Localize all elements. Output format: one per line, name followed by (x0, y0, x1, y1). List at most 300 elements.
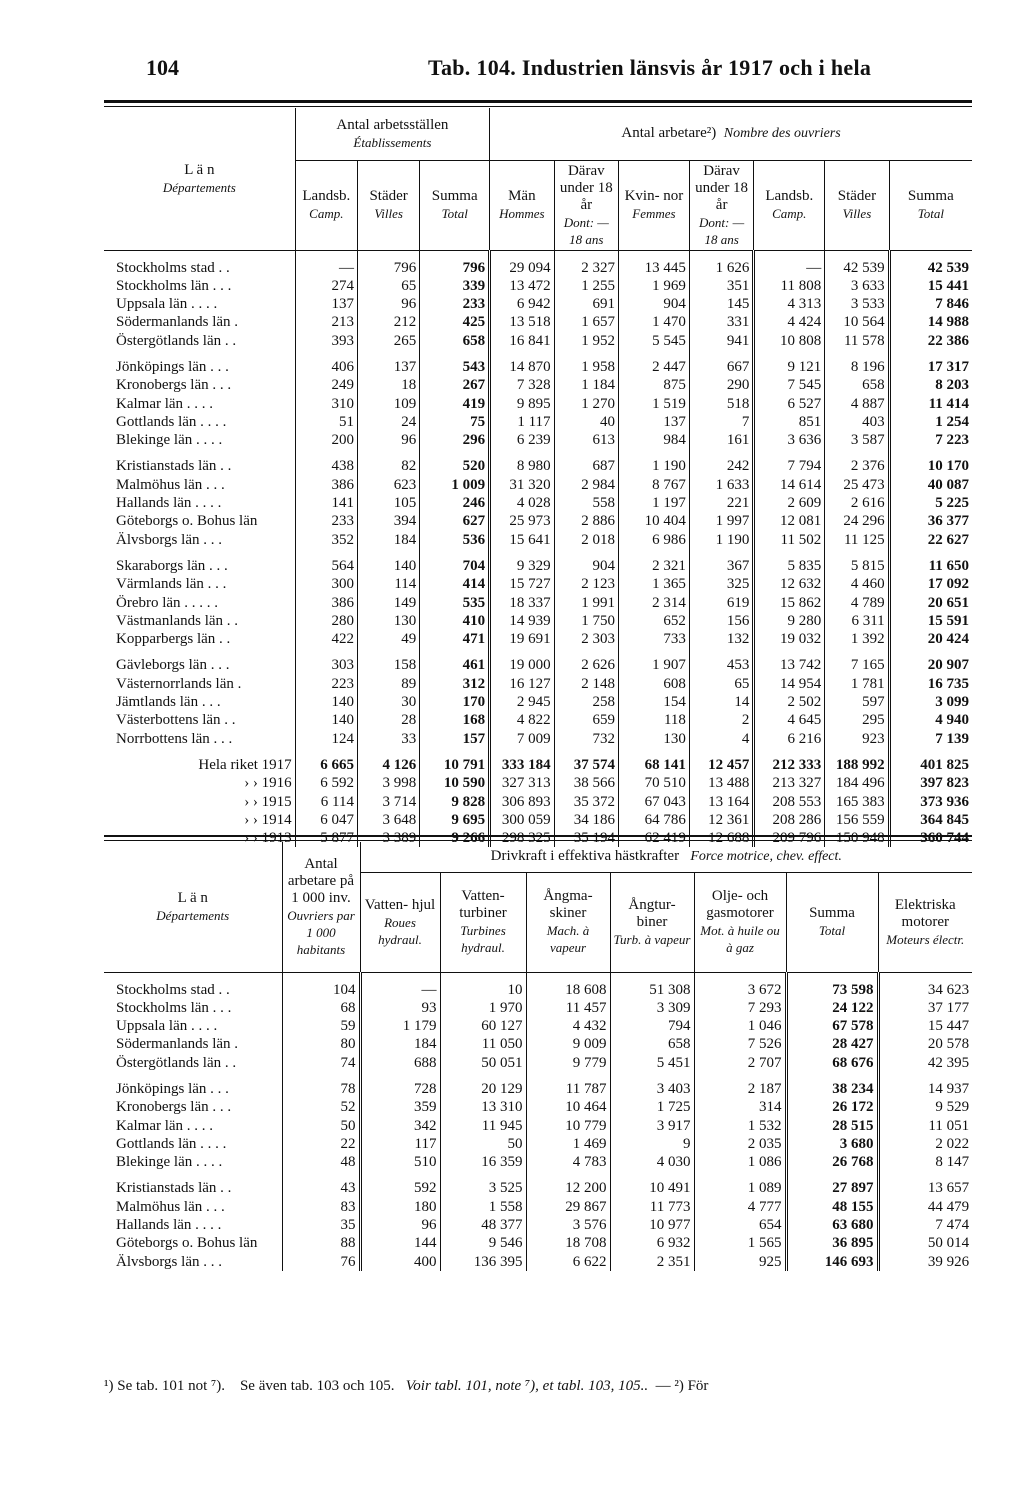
table-cell: 109 (357, 395, 419, 413)
row-label: Gottlands län . . . . (116, 413, 227, 430)
table-cell: 364 845 (889, 811, 972, 829)
table-cell: 22 386 (889, 332, 972, 350)
table-row (104, 981, 972, 999)
table-cell: 11 125 (825, 531, 889, 549)
footnote-voir: Voir tabl. 101, note ⁷), et tabl. 103, 105.. (405, 1378, 649, 1394)
table-cell: 438 (295, 457, 357, 475)
table-cell: 105 (357, 494, 419, 512)
table-cell: 3 389 (357, 829, 419, 847)
table-cell: 401 825 (889, 756, 972, 774)
table-cell: 11 787 (526, 1080, 610, 1098)
table-row (104, 774, 972, 792)
col-summa-hk: Summa Total (786, 872, 878, 972)
table-cell: 312 (420, 675, 490, 693)
row-spacer (104, 449, 972, 457)
table-cell: 1 519 (619, 395, 690, 413)
table-cell: 149 (357, 594, 419, 612)
table-row (104, 277, 972, 295)
table-row (104, 693, 972, 711)
table-cell: 2 626 (554, 656, 618, 674)
row-label: Kristianstads län . . (116, 1180, 232, 1197)
table-cell: 3 714 (357, 793, 419, 811)
table-cell: 14 954 (754, 675, 825, 693)
table-row (104, 1179, 972, 1197)
table-row (104, 730, 972, 748)
table-cell: 394 (357, 512, 419, 530)
row-label: Kronobergs län . . . (116, 377, 232, 394)
table-cell: 658 (610, 1035, 694, 1053)
table-cell: 558 (554, 494, 618, 512)
table-cell: 18 608 (526, 981, 610, 999)
table-cell: 4 789 (825, 594, 889, 612)
table-cell: 453 (689, 656, 753, 674)
table-cell: 3 636 (754, 431, 825, 449)
table-cell: 156 (689, 612, 753, 630)
table-cell: 150 948 (825, 829, 889, 847)
table-cell: 360 744 (889, 829, 972, 847)
table-cell: 9 828 (420, 793, 490, 811)
table-cell: 12 688 (689, 829, 753, 847)
table-cell: 36 377 (889, 512, 972, 530)
table-cell: 3 917 (610, 1117, 694, 1135)
table-row (104, 1135, 972, 1153)
table-cell: 314 (694, 1098, 786, 1116)
col-arbetsstallen-header: Antal arbetsställen Établissements (295, 108, 489, 160)
table-cell: 4 822 (490, 711, 554, 729)
table-cell: 265 (357, 332, 419, 350)
row-label: Östergötlands län . . (116, 332, 237, 349)
table-cell: 44 479 (878, 1198, 972, 1216)
table-cell: 82 (357, 457, 419, 475)
table-workers (104, 108, 972, 847)
table-cell: 49 (357, 630, 419, 648)
table-row (104, 1117, 972, 1135)
table-cell: 11 578 (825, 332, 889, 350)
table-cell: 34 186 (554, 811, 618, 829)
table-cell: 15 727 (490, 575, 554, 593)
row-label: Kalmar län . . . . (116, 1117, 214, 1134)
table-cell: 1 190 (619, 457, 690, 475)
table-cell: 209 796 (754, 829, 825, 847)
table-cell: 14 (689, 693, 753, 711)
table-cell: 165 383 (825, 793, 889, 811)
table-cell: 12 081 (754, 512, 825, 530)
table-cell: 80 (282, 1035, 360, 1053)
table-cell: 212 333 (754, 756, 825, 774)
table-cell: 249 (295, 376, 357, 394)
table-cell: 258 (554, 693, 618, 711)
table-cell: 7 009 (490, 730, 554, 748)
table-cell: 1 781 (825, 675, 889, 693)
table-row (104, 675, 972, 693)
table-cell: 1 657 (554, 313, 618, 331)
table-cell: 154 (619, 693, 690, 711)
col-darav-kvinnor: Därav under 18 år Dont: —18 ans (689, 160, 753, 250)
table-cell: 7 (689, 413, 753, 431)
table-cell: 75 (420, 413, 490, 431)
table-cell: 13 164 (689, 793, 753, 811)
table-cell: 10 808 (754, 332, 825, 350)
table-cell: 1 190 (689, 531, 753, 549)
table-cell: 13 472 (490, 277, 554, 295)
table-cell: 4 887 (825, 395, 889, 413)
table-cell: 20 424 (889, 630, 972, 648)
table-cell: 50 051 (440, 1054, 526, 1072)
table-cell: 535 (420, 594, 490, 612)
table-cell: 7 794 (754, 457, 825, 475)
row-label: Östergötlands län . . (116, 1054, 237, 1071)
table-cell: 339 (420, 277, 490, 295)
table-cell: 6 942 (490, 295, 554, 313)
table-cell: 9 266 (420, 829, 490, 847)
table-cell: 13 518 (490, 313, 554, 331)
table-cell: 325 (689, 575, 753, 593)
table-cell: 4 940 (889, 711, 972, 729)
table-cell: 619 (689, 594, 753, 612)
table-cell: 2 351 (610, 1253, 694, 1271)
table-cell: 1 558 (440, 1198, 526, 1216)
table-cell: 1 958 (554, 358, 618, 376)
table-cell: 4 777 (694, 1198, 786, 1216)
table-cell: 184 496 (825, 774, 889, 792)
table-cell: 2 616 (825, 494, 889, 512)
table-cell: 11 457 (526, 999, 610, 1017)
table-cell: 30 (357, 693, 419, 711)
table-cell: 1 184 (554, 376, 618, 394)
table-cell: 2 886 (554, 512, 618, 530)
table-cell: 2 035 (694, 1135, 786, 1153)
table-cell: 1 197 (619, 494, 690, 512)
table-cell: 67 578 (786, 1017, 878, 1035)
table-cell: 37 574 (554, 756, 618, 774)
table-cell: 246 (420, 494, 490, 512)
table-cell: 18 337 (490, 594, 554, 612)
table-cell: 12 200 (526, 1179, 610, 1197)
table-cell: 3 680 (786, 1135, 878, 1153)
table-cell: 188 992 (825, 756, 889, 774)
table-cell: 62 419 (619, 829, 690, 847)
table-cell: 29 094 (490, 259, 554, 277)
table-cell: 274 (295, 277, 357, 295)
row-label: Stockholms län . . . (116, 277, 232, 294)
table-cell: 28 515 (786, 1117, 878, 1135)
table-cell: 564 (295, 557, 357, 575)
row-label: Kronobergs län . . . (116, 1099, 232, 1116)
row-label: Jämtlands län . . . (116, 694, 221, 711)
row-spacer (104, 350, 972, 358)
table-cell: 137 (357, 358, 419, 376)
table-cell: 12 632 (754, 575, 825, 593)
table-cell: 3 533 (825, 295, 889, 313)
table-cell: 48 155 (786, 1198, 878, 1216)
table-cell: 68 (282, 999, 360, 1017)
table-cell: 140 (357, 557, 419, 575)
table-cell: 7 165 (825, 656, 889, 674)
table-cell: 40 087 (889, 476, 972, 494)
table-cell: 9 (610, 1135, 694, 1153)
table-cell: 2 327 (554, 259, 618, 277)
table-cell: 51 308 (610, 981, 694, 999)
row-label: Göteborgs o. Bohus län (116, 513, 258, 530)
table-cell: 290 (689, 376, 753, 394)
table-cell: 15 591 (889, 612, 972, 630)
table-cell: 6 239 (490, 431, 554, 449)
table-cell: 144 (360, 1234, 440, 1252)
table-cell: 132 (689, 630, 753, 648)
table-cell: 8 196 (825, 358, 889, 376)
table-cell: 331 (689, 313, 753, 331)
table-row (104, 1216, 972, 1234)
table-cell: 68 676 (786, 1054, 878, 1072)
table-cell: 170 (420, 693, 490, 711)
table-row (104, 999, 972, 1017)
table-cell: 38 234 (786, 1080, 878, 1098)
table-cell: 667 (689, 358, 753, 376)
table-cell: 1 009 (420, 476, 490, 494)
table-cell: 1 991 (554, 594, 618, 612)
table-cell: 1 470 (619, 313, 690, 331)
table-cell: 1 997 (689, 512, 753, 530)
table-cell: 6 047 (295, 811, 357, 829)
table-cell: 5 451 (610, 1054, 694, 1072)
table-cell: 11 650 (889, 557, 972, 575)
table-cell: 8 203 (889, 376, 972, 394)
table-row (104, 756, 972, 774)
table-cell: 794 (610, 1017, 694, 1035)
table-row (104, 1017, 972, 1035)
table-cell: 78 (282, 1080, 360, 1098)
table-cell: 733 (619, 630, 690, 648)
table-cell: 4 030 (610, 1153, 694, 1171)
table-cell: 233 (420, 295, 490, 313)
table-row (104, 395, 972, 413)
table-cell: 19 000 (490, 656, 554, 674)
table-cell: 386 (295, 476, 357, 494)
table-cell: 15 862 (754, 594, 825, 612)
table-cell: 9 546 (440, 1234, 526, 1252)
table-cell: 4 460 (825, 575, 889, 593)
table-row (104, 531, 972, 549)
table-cell: 2 984 (554, 476, 618, 494)
col-summa-2: Summa Total (889, 160, 972, 250)
table-cell: 9 779 (526, 1054, 610, 1072)
col-vattenturbiner: Vatten- turbiner Turbines hydraul. (440, 872, 526, 972)
col-stader: Städer Villes (357, 160, 419, 250)
table-cell: 654 (694, 1216, 786, 1234)
table-cell: 904 (554, 557, 618, 575)
table-cell: 7 223 (889, 431, 972, 449)
table-cell: 367 (689, 557, 753, 575)
table-cell: 19 691 (490, 630, 554, 648)
table-cell: 518 (689, 395, 753, 413)
table-cell: 16 735 (889, 675, 972, 693)
table-cell: 9 529 (878, 1098, 972, 1116)
col-landsb: Landsb. Camp. (295, 160, 357, 250)
table-cell: 233 (295, 512, 357, 530)
table-cell: 300 (295, 575, 357, 593)
row-spacer (104, 250, 972, 259)
row-label: Kopparbergs län . . (116, 631, 231, 648)
table-cell: 8 767 (619, 476, 690, 494)
table-cell: — (295, 259, 357, 277)
table-cell: 65 (689, 675, 753, 693)
table-cell: 9 009 (526, 1035, 610, 1053)
table-cell: 208 553 (754, 793, 825, 811)
table-cell: 22 (282, 1135, 360, 1153)
table-cell: 658 (825, 376, 889, 394)
table-cell: 6 114 (295, 793, 357, 811)
footnote (104, 1378, 984, 1395)
table-cell: 3 576 (526, 1216, 610, 1234)
table-cell: 406 (295, 358, 357, 376)
table-cell: 14 939 (490, 612, 554, 630)
table-cell: 2 945 (490, 693, 554, 711)
row-label: Gottlands län . . . . (116, 1135, 227, 1152)
table-cell: 3 403 (610, 1080, 694, 1098)
table-cell: 5 877 (295, 829, 357, 847)
table-cell: 11 773 (610, 1198, 694, 1216)
table-cell: 130 (357, 612, 419, 630)
table-cell: 42 539 (825, 259, 889, 277)
table-cell: 6 986 (619, 531, 690, 549)
table-cell: 130 (619, 730, 690, 748)
row-label: Södermanlands län . (116, 314, 239, 331)
table-cell: 7 474 (878, 1216, 972, 1234)
table-cell: 140 (295, 711, 357, 729)
table-cell: 3 099 (889, 693, 972, 711)
table-cell: 2 187 (694, 1080, 786, 1098)
table-cell: 333 184 (490, 756, 554, 774)
table-cell: 2 502 (754, 693, 825, 711)
table-cell: 11 502 (754, 531, 825, 549)
table-cell: 22 627 (889, 531, 972, 549)
table-cell: 400 (360, 1253, 440, 1271)
table-cell: 352 (295, 531, 357, 549)
table-cell: 4 313 (754, 295, 825, 313)
table-cell: 732 (554, 730, 618, 748)
table-cell: 96 (360, 1216, 440, 1234)
table-row (104, 295, 972, 313)
table-row (104, 1153, 972, 1171)
table-cell: 10 170 (889, 457, 972, 475)
table-cell: 3 587 (825, 431, 889, 449)
table-cell: 19 032 (754, 630, 825, 648)
table-cell: 10 791 (420, 756, 490, 774)
table-cell: 5 835 (754, 557, 825, 575)
table-cell: 136 395 (440, 1253, 526, 1271)
table-cell: 342 (360, 1117, 440, 1135)
table-cell: 6 932 (610, 1234, 694, 1252)
table-cell: 63 680 (786, 1216, 878, 1234)
table-cell: 6 527 (754, 395, 825, 413)
col-man: Män Hommes (490, 160, 554, 250)
table-cell: 1 086 (694, 1153, 786, 1171)
table-cell: 520 (420, 457, 490, 475)
table-cell: 592 (360, 1179, 440, 1197)
table-cell: 17 092 (889, 575, 972, 593)
table-cell: 393 (295, 332, 357, 350)
row-label: Älvsborgs län . . . (116, 531, 222, 548)
table-cell: 10 (440, 981, 526, 999)
table-cell: 118 (619, 711, 690, 729)
table-cell: 50 (282, 1117, 360, 1135)
top-rule-thin (104, 106, 972, 107)
table-cell: 18 708 (526, 1234, 610, 1252)
table-cell: 6 216 (754, 730, 825, 748)
table-cell: 351 (689, 277, 753, 295)
table-cell: 14 870 (490, 358, 554, 376)
table-cell: 410 (420, 612, 490, 630)
table-row (104, 594, 972, 612)
table-cell: 403 (825, 413, 889, 431)
table-row (104, 811, 972, 829)
table-cell: 35 (282, 1216, 360, 1234)
table-cell: 471 (420, 630, 490, 648)
table-cell: 146 693 (786, 1253, 878, 1271)
row-label: Kalmar län . . . . (116, 395, 214, 412)
table-cell: 1 969 (619, 277, 690, 295)
table-row (104, 376, 972, 394)
row-label: Jönköpings län . . . (116, 1080, 229, 1097)
page-title: Tab. 104. Industrien länsvis år 1917 och i hela (428, 55, 872, 80)
table-cell: 65 (357, 277, 419, 295)
table-cell: 1 469 (526, 1135, 610, 1153)
table-cell: 536 (420, 531, 490, 549)
table-cell: 627 (420, 512, 490, 530)
table-cell: 221 (689, 494, 753, 512)
table-cell: 4 783 (526, 1153, 610, 1171)
table-cell: 597 (825, 693, 889, 711)
table-cell: 5 545 (619, 332, 690, 350)
table-cell: 6 622 (526, 1253, 610, 1271)
table-row (104, 612, 972, 630)
row-label: Södermanlands län . (116, 1036, 239, 1053)
table-cell: 10 564 (825, 313, 889, 331)
table-cell: 2 (689, 711, 753, 729)
table-cell: 60 127 (440, 1017, 526, 1035)
table-row (104, 259, 972, 277)
table-row (104, 1080, 972, 1098)
table-row (104, 711, 972, 729)
table-row (104, 1035, 972, 1053)
table-cell: 904 (619, 295, 690, 313)
table-cell: 35 372 (554, 793, 618, 811)
row-label: Uppsala län . . . . (116, 296, 218, 313)
table-cell: 2 321 (619, 557, 690, 575)
row-label: Hallands län . . . . (116, 1217, 222, 1234)
table-cell: 48 377 (440, 1216, 526, 1234)
table-cell: 923 (825, 730, 889, 748)
table-cell: 658 (420, 332, 490, 350)
table-cell: 16 841 (490, 332, 554, 350)
table-cell: 6 665 (295, 756, 357, 774)
table-cell: 7 846 (889, 295, 972, 313)
row-spacer (104, 1072, 972, 1080)
table-row (104, 1234, 972, 1252)
table-cell: 925 (694, 1253, 786, 1271)
table-cell: 89 (357, 675, 419, 693)
table-cell: 96 (357, 295, 419, 313)
top-rule (104, 100, 972, 103)
table-cell: 1 117 (490, 413, 554, 431)
table-cell: 26 768 (786, 1153, 878, 1171)
table-cell: 18 (357, 376, 419, 394)
table-row (104, 476, 972, 494)
row-label: Norrbottens län . . . (116, 730, 233, 747)
table-cell: 10 590 (420, 774, 490, 792)
table-cell: 1 270 (554, 395, 618, 413)
table-cell: 11 808 (754, 277, 825, 295)
